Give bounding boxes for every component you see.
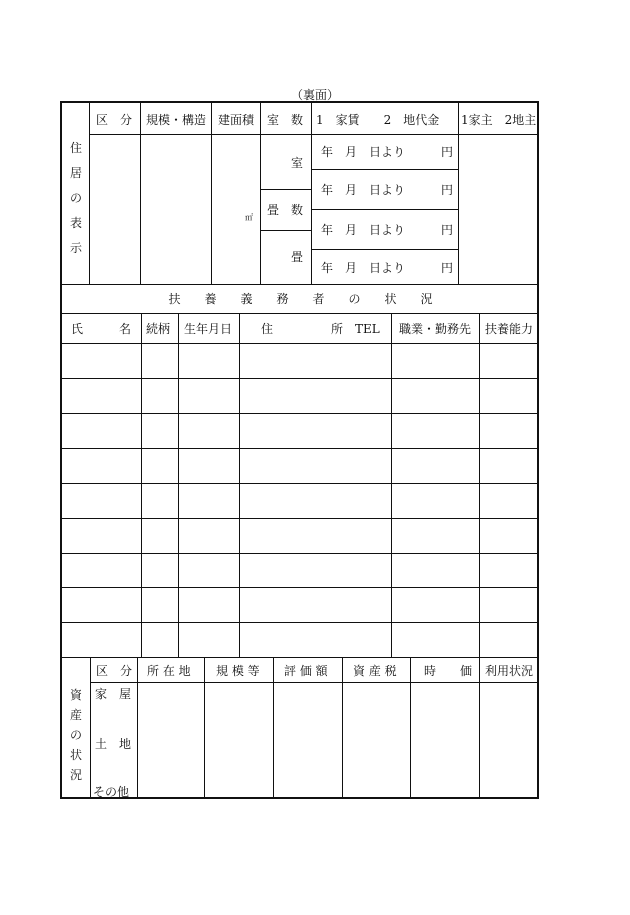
housing-section-label: 住居の表示: [69, 141, 82, 255]
housing-bottom-line: [62, 284, 539, 285]
assets-section-label: 資産の状況: [69, 688, 82, 782]
asset-col-line: [204, 657, 205, 799]
asset-col-line: [137, 657, 138, 799]
room-tatami-line: [260, 189, 311, 190]
asset-valuation-header: 評 価 額: [284, 664, 328, 678]
housing-kibo-header: 規模・構造: [146, 113, 207, 127]
asset-usage-header: 利用状況: [485, 664, 534, 678]
rent-row-line: [311, 249, 458, 250]
supporter-job-header: 職業・勤務先: [399, 322, 472, 336]
supporter-col-line: [178, 313, 179, 657]
rent-row-text: 年 月 日より 円: [321, 145, 454, 159]
asset-col-line: [479, 657, 480, 799]
housing-col-line: [211, 103, 212, 284]
housing-header-line: [90, 134, 539, 135]
supporter-col-line: [479, 313, 480, 657]
tatami-unit: 畳: [291, 250, 304, 264]
supporter-row-line: [62, 483, 539, 484]
housing-shitsusu-header: 室 数: [267, 113, 304, 127]
housing-col-line: [260, 103, 261, 284]
page-label: （裏面）: [290, 88, 339, 102]
housing-col-line: [140, 103, 141, 284]
asset-col-line: [410, 657, 411, 799]
supporters-header-line: [62, 343, 539, 344]
housing-kubun-header: 区 分: [96, 113, 133, 127]
rent-row-text: 年 月 日より 円: [321, 183, 454, 197]
supporter-capacity-header: 扶養能力: [485, 322, 534, 336]
asset-row-other: その他: [93, 785, 130, 799]
supporter-name-header: 氏 名: [71, 322, 132, 336]
rent-row-line: [311, 209, 458, 210]
housing-col-line: [458, 103, 459, 284]
supporter-birth-header: 生年月日: [184, 322, 233, 336]
supporters-title-line: [62, 313, 539, 314]
room-unit: 室: [291, 156, 304, 170]
supporter-address-header: 住: [261, 322, 274, 336]
asset-price-header-right: 価: [460, 664, 473, 678]
rent-row-line: [311, 169, 458, 170]
asset-scale-header: 規 模 等: [216, 664, 260, 678]
rent-row-text: 年 月 日より 円: [321, 261, 454, 275]
asset-col-line: [342, 657, 343, 799]
supporters-bottom-line: [62, 657, 539, 658]
form-frame: [60, 101, 539, 799]
supporter-row-line: [62, 518, 539, 519]
supporter-row-line: [62, 413, 539, 414]
supporter-col-line: [391, 313, 392, 657]
asset-row-land: 土 地: [95, 737, 132, 751]
supporter-row-line: [62, 378, 539, 379]
tatami-label: 畳 数: [267, 203, 304, 217]
asset-tax-header: 資 産 税: [353, 664, 397, 678]
housing-yachin-header: 1 家賃 2 地代金: [316, 113, 440, 127]
housing-col-line: [311, 103, 312, 284]
supporter-col-line: [239, 313, 240, 657]
asset-kubun-header: 区 分: [96, 664, 133, 678]
supporters-title: 扶 養 義 務 者 の 状 況: [168, 292, 433, 306]
asset-row-house: 家 屋: [95, 687, 132, 701]
housing-kenmenseki-header: 建面積: [218, 113, 255, 127]
supporter-col-line: [141, 313, 142, 657]
room-tatami-line: [260, 230, 311, 231]
supporter-address-tel-header: 所 TEL: [331, 322, 380, 336]
housing-label-divider: [89, 103, 90, 284]
supporter-relation-header: 続柄: [146, 322, 171, 336]
supporter-row-line: [62, 553, 539, 554]
assets-label-divider: [90, 657, 91, 799]
rent-row-text: 年 月 日より 円: [321, 223, 454, 237]
assets-header-line: [90, 682, 539, 683]
supporter-row-line: [62, 622, 539, 623]
supporter-row-line: [62, 587, 539, 588]
area-unit: ㎡: [245, 213, 253, 222]
supporter-row-line: [62, 448, 539, 449]
housing-owner-header: 1家主 2地主: [461, 113, 537, 127]
asset-location-header: 所 在 地: [147, 664, 191, 678]
asset-price-header: 時: [424, 664, 437, 678]
asset-col-line: [273, 657, 274, 799]
